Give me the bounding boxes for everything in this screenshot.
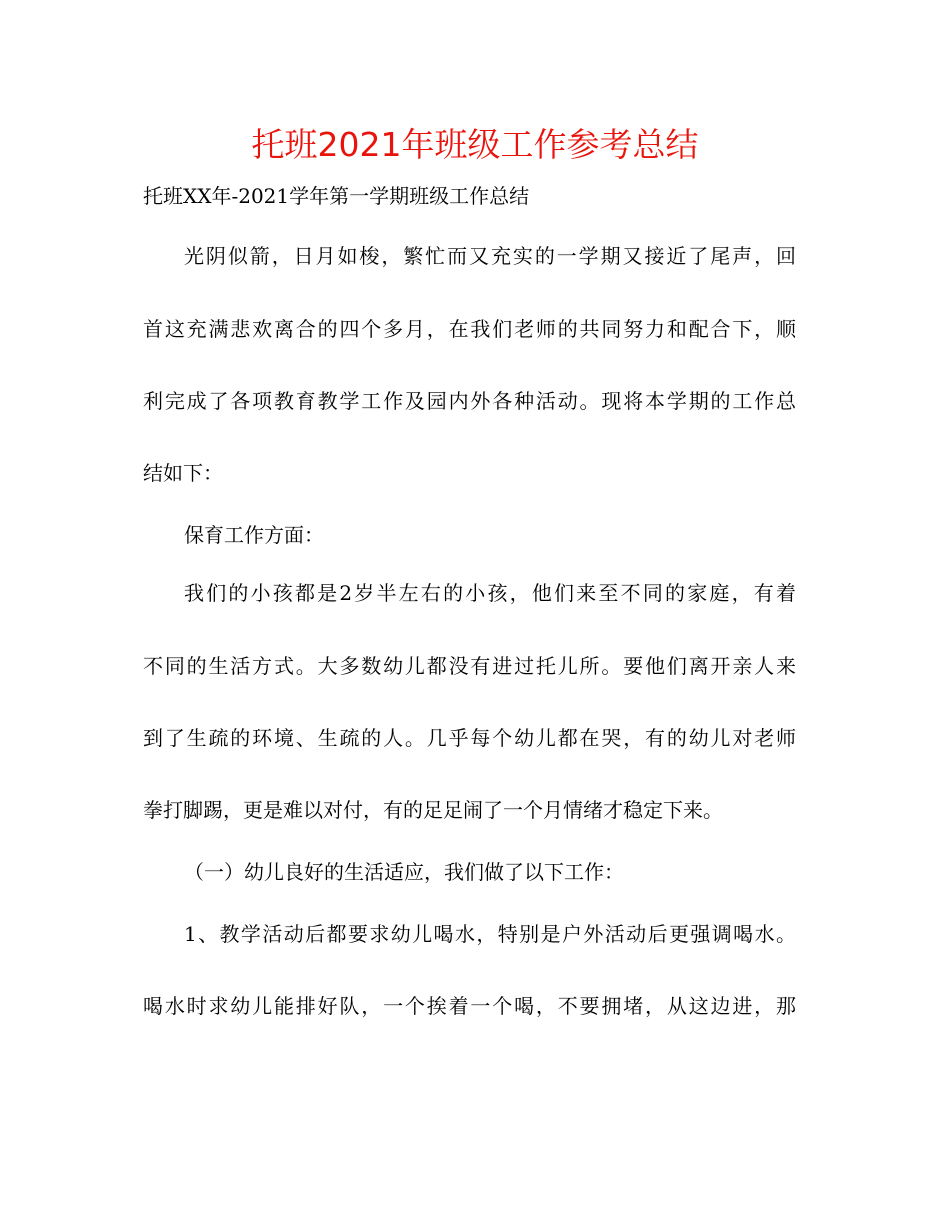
paragraph-line: 1、教学活动后都要求幼儿喝水，特别是户外活动后更强调喝水。: [184, 922, 796, 946]
paragraph-line: 利完成了各项教育教学工作及园内外各种活动。现将本学期的工作总: [143, 389, 796, 413]
section-heading: 保育工作方面：: [184, 523, 324, 547]
paragraph-line: 不同的生活方式。大多数幼儿都没有进过托儿所。要他们离开亲人来: [143, 654, 796, 678]
document-subtitle: 托班XX年-2021学年第一学期班级工作总结: [143, 184, 530, 208]
paragraph-line: 到了生疏的环境、生疏的人。几乎每个幼儿都在哭，有的幼儿对老师: [143, 726, 796, 750]
paragraph-line: 结如下：: [143, 461, 223, 485]
paragraph-line: 喝水时求幼儿能排好队，一个挨着一个喝，不要拥堵，从这边进，那: [143, 994, 796, 1018]
subsection-heading: （一）幼儿良好的生活适应，我们做了以下工作：: [184, 860, 624, 884]
paragraph-line: 首这充满悲欢离合的四个多月，在我们老师的共同努力和配合下，顺: [143, 317, 796, 341]
paragraph-line: 光阴似箭，日月如梭，繁忙而又充实的一学期又接近了尾声，回: [184, 244, 796, 268]
paragraph-line: 拳打脚踢，更是难以对付，有的足足闹了一个月情绪才稳定下来。: [143, 798, 723, 822]
document-title: 托班2021年班级工作参考总结: [251, 125, 699, 164]
paragraph-line: 我们的小孩都是2岁半左右的小孩，他们来至不同的家庭，有着: [184, 581, 796, 605]
